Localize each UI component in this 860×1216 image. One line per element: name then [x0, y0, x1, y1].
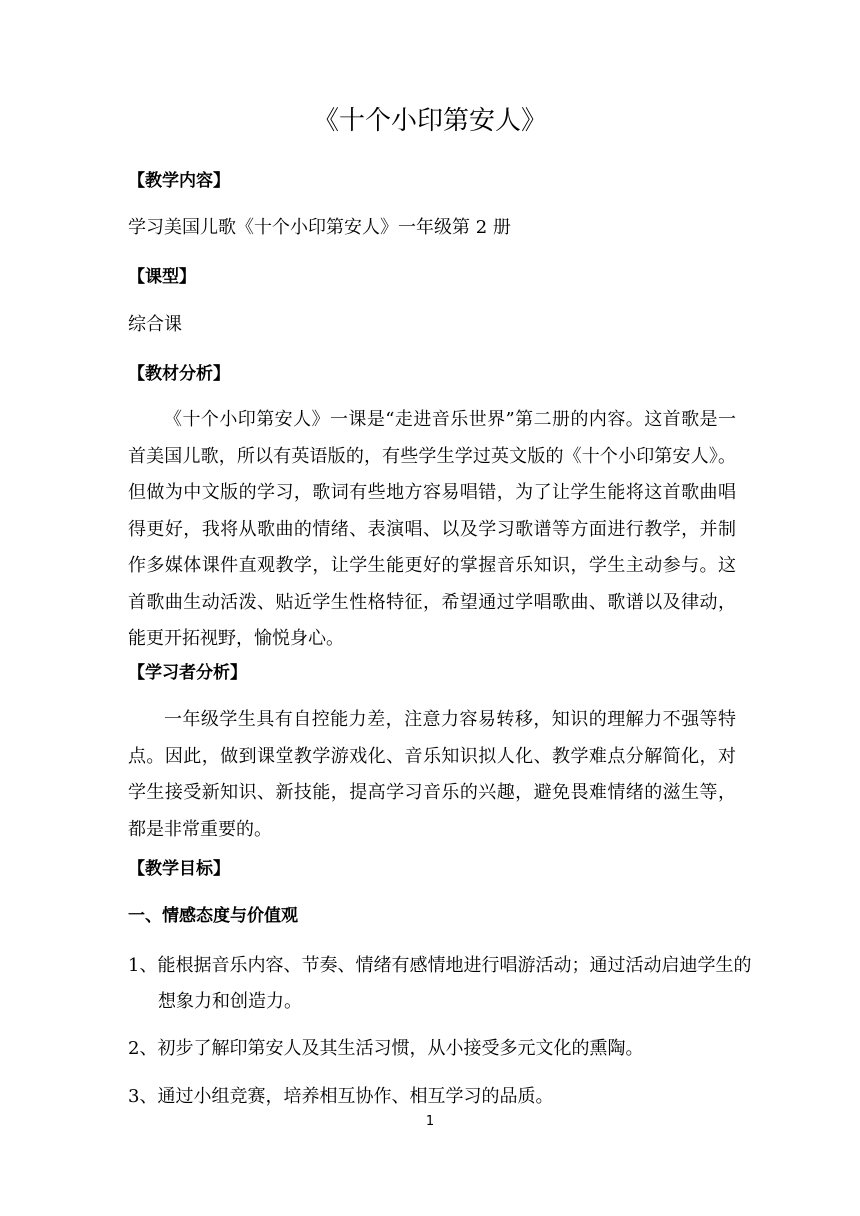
learner-analysis-paragraph: 一年级学生具有自控能力差，注意力容易转移，知识的理解力不强等特点。因此，做到课堂教学游戏化、音乐知识拟人化、教学难点分解简化，对学生接受新知识、新技能，提高学习音乐的兴趣，避免畏难情绪的滋生等，都是非常重要的。: [128, 709, 736, 840]
section-heading-teaching-content: 【教学内容】: [128, 171, 230, 191]
material-analysis-paragraph: 《十个小印第安人》一课是“走进音乐世界”第二册的内容。这首歌是一首美国儿歌，所以有英语版的，有些学生学过英文版的《十个小印第安人》。但做为中文版的学习，歌词有些地方容易唱错，为了让学生能将这首歌曲唱得更好，我将从歌曲的情绪、表演唱、以及学习歌谱等方面进行教学，并制作多媒体课件直观教学，让学生能更好的掌握音乐知识，学生主动参与。这首歌曲生动活泼、贴近学生性格特征，希望通过学唱歌曲、歌谱以及律动，能更开拓视野，愉悦身心。: [128, 409, 736, 649]
page-number: 1: [425, 1114, 435, 1129]
section-heading-material-analysis: 【教材分析】: [128, 364, 230, 384]
document-title: 《十个小印第安人》: [312, 106, 547, 136]
section-heading-teaching-goals: 【教学目标】: [128, 859, 230, 879]
section-heading-lesson-type: 【课型】: [128, 267, 196, 287]
goal-item-1: 1、能根据音乐内容、节奏、情绪有感情地进行唱游活动；通过活动启迪学生的想象力和创造力。: [128, 955, 752, 1012]
section-heading-learner-analysis: 【学习者分析】: [128, 663, 247, 683]
goal-item-3: 3、通过小组竞赛，培养相互协作、相互学习的品质。: [128, 1086, 554, 1107]
teaching-content-text: 学习美国儿歌《十个小印第安人》一年级第 2 册: [128, 217, 511, 238]
lesson-type-text: 综合课: [128, 314, 182, 335]
goals-subheading-emotion-values: 一、情感态度与价值观: [128, 906, 298, 926]
goal-item-2: 2、初步了解印第安人及其生活习惯，从小接受多元文化的熏陶。: [128, 1038, 644, 1059]
